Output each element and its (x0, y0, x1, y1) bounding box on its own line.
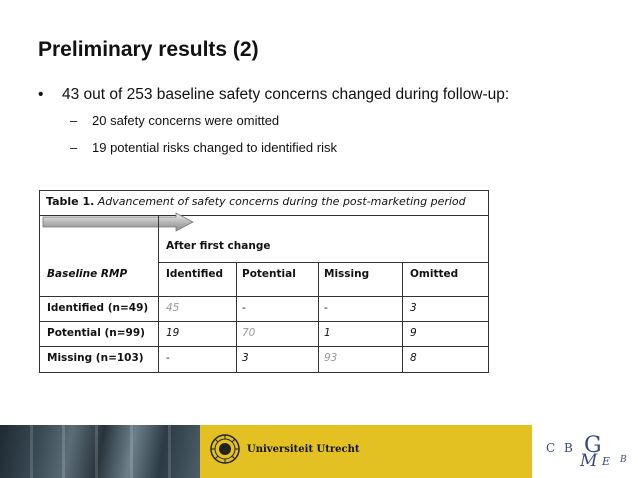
row-label: Missing (n=103) (47, 352, 144, 364)
table-cell: 8 (410, 352, 417, 364)
caption-label: Table 1. (46, 195, 95, 208)
table-cell: - (324, 302, 328, 314)
logo-letter: B (620, 455, 627, 465)
results-table (39, 190, 489, 373)
row-divider (158, 262, 488, 263)
logo-letter: C (546, 441, 556, 455)
sub-bullet-2 (70, 140, 337, 155)
building-photo (0, 425, 200, 478)
col-divider (158, 216, 159, 372)
row-header: Baseline RMP (47, 268, 128, 280)
row-label: Identified (n=49) (47, 302, 149, 314)
bullet-text: 43 out of 253 baseline safety concerns changed during follow-up: (62, 86, 510, 103)
table-cell: 3 (242, 352, 249, 364)
sub-bullet-1 (70, 113, 279, 128)
main-bullet (38, 86, 509, 104)
sub-dash: – (70, 113, 78, 128)
table-cell: 3 (410, 302, 417, 314)
table-cell: 93 (324, 352, 338, 364)
row-label: Potential (n=99) (47, 327, 145, 339)
table-cell: - (166, 352, 170, 364)
logo-letter: E (602, 455, 611, 468)
table-cell: 1 (324, 327, 331, 339)
slide-footer (0, 425, 638, 478)
row-divider (40, 346, 488, 347)
sub-dash: – (70, 140, 78, 155)
col-divider (402, 262, 403, 372)
row-divider (40, 321, 488, 322)
caption-text: Advancement of safety concerns during the post-marketing period (97, 195, 466, 208)
group-header: After first change (166, 240, 271, 252)
column-header: Identified (166, 268, 224, 280)
logo-letter: M (580, 451, 598, 471)
cbg-meb-logo (540, 425, 638, 478)
table-cell: 9 (410, 327, 417, 339)
table-cell: 70 (242, 327, 256, 339)
table-grid (40, 216, 488, 372)
sub-bullet-text: 20 safety concerns were omitted (92, 113, 280, 128)
table-cell: 45 (166, 302, 180, 314)
table-cell: - (242, 302, 246, 314)
logo-letter: B (564, 441, 573, 455)
column-header: Omitted (410, 268, 459, 280)
col-divider (318, 262, 319, 372)
university-seal-icon (210, 434, 240, 464)
row-divider (40, 296, 488, 297)
column-header: Missing (324, 268, 370, 280)
logo-letter: G (584, 433, 602, 458)
column-header: Potential (242, 268, 296, 280)
col-divider (236, 262, 237, 372)
slide-title: Preliminary results (2) (38, 38, 259, 61)
sub-bullet-text: 19 potential risks changed to identified risk (92, 140, 337, 155)
bullet-dot: • (38, 86, 44, 103)
university-name: Universiteit Utrecht (247, 444, 360, 455)
table-cell: 19 (166, 327, 180, 339)
